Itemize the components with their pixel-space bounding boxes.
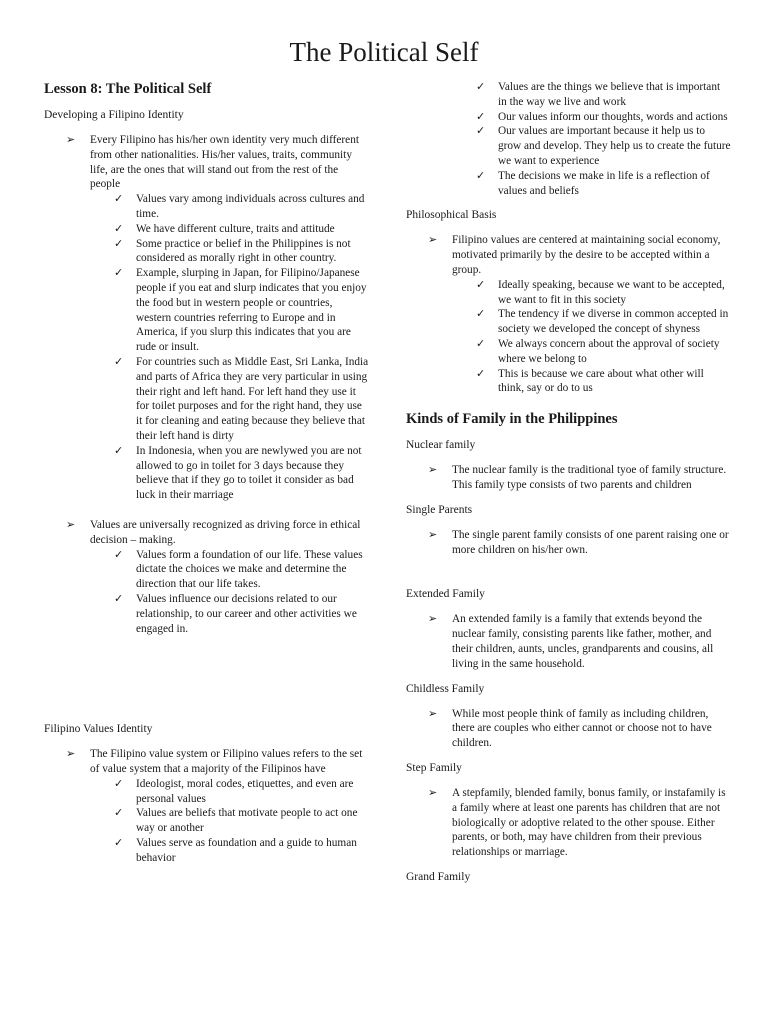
check-item: [44, 355, 369, 444]
page-title: The Political Self: [289, 37, 479, 67]
check-item: [406, 110, 731, 125]
checkmark-icon: ✓: [114, 548, 124, 561]
bullet-text: The single parent family consists of one parent raising one or more children on his/her own.: [452, 528, 729, 556]
check-text: Example, slurping in Japan, for Filipino/Japanese people if you eat and slurp indicates that you enjoy the food but in western people or countries, western countries referring to Europe and in America, if you slurp this indicates that you are rude or insult.: [136, 267, 367, 354]
check-list: [44, 777, 369, 866]
section-title-philosophical: Philosophical Basis: [406, 209, 497, 222]
check-item: [406, 169, 731, 199]
arrowhead-bullet-icon: ➢: [66, 518, 76, 531]
check-text: The decisions we make in life is a reflection of values and beliefs: [498, 169, 710, 197]
check-text: Values are beliefs that motivate people to act one way or another: [136, 807, 358, 835]
bullet-text: While most people think of family as including children, there are couples who either cannot or choose not to have children.: [452, 707, 712, 750]
checkmark-icon: ✓: [114, 777, 124, 790]
checkmark-icon: ✓: [114, 193, 124, 206]
arrow-bullet: [406, 786, 731, 860]
check-item: [44, 777, 369, 807]
arrow-bullet: [406, 233, 731, 277]
checkmark-icon: ✓: [114, 444, 124, 457]
check-item: [406, 278, 731, 308]
lesson-heading: Lesson 8: The Political Self: [44, 81, 212, 97]
check-item: [44, 222, 369, 237]
checkmark-icon: ✓: [476, 308, 486, 321]
check-list: [44, 548, 369, 637]
arrowhead-bullet-icon: ➢: [428, 707, 438, 720]
check-item: [44, 192, 369, 222]
bullet-text: Filipino values are centered at maintaining social economy, motivated primarily by the desire to be accepted within a group.: [452, 234, 721, 276]
check-text: Ideologist, moral codes, etiquettes, and even are personal values: [136, 777, 354, 805]
check-text: For countries such as Middle East, Sri Lanka, India and parts of Africa they are very particular in using their right and left hand. For left hand they use it for toilet purposes and for the right hand, they use it for cleaning and eating because they believe that their left hand is dirty: [136, 355, 369, 442]
check-item: [406, 367, 731, 397]
check-text: We have different culture, traits and attitude: [136, 222, 335, 235]
bullet-text: Values are universally recognized as driving force in ethical decision – making.: [90, 518, 361, 546]
check-text: The tendency if we diverse in common accepted in society we developed the concept of shyness: [498, 308, 729, 336]
checkmark-icon: ✓: [476, 169, 486, 182]
check-text: Values form a foundation of our life. These values dictate the choices we make and determine the direction that our life takes.: [136, 548, 363, 591]
bullet-text: The nuclear family is the traditional tyoe of family structure. This family type consists of two parents and children: [452, 464, 727, 491]
checkmark-icon: ✓: [114, 807, 124, 820]
family-title-grand: Grand Family: [406, 870, 471, 883]
checkmark-icon: ✓: [114, 837, 124, 850]
bullet-text: Every Filipino has his/her own identity very much different from other nationalities. His/her values, traits, community life, are the ones that will stand out from the rest of the people: [90, 134, 359, 191]
check-item: [44, 592, 369, 636]
arrow-bullet: [406, 463, 731, 493]
arrow-bullet: [44, 518, 369, 548]
checkmark-icon: ✓: [476, 278, 486, 291]
arrowhead-bullet-icon: ➢: [66, 134, 76, 146]
checkmark-icon: ✓: [114, 222, 124, 235]
check-list: [44, 192, 369, 503]
check-text: We always concern about the approval of society where we belong to: [498, 337, 720, 365]
check-list: [406, 80, 731, 198]
check-text: Our values are important because it help us to grow and develop. They help us to create the future we want to experience: [498, 125, 731, 167]
check-item: [44, 836, 369, 866]
check-item: [44, 548, 369, 592]
family-title-nuclear: Nuclear family: [406, 439, 476, 452]
check-item: [44, 806, 369, 836]
left-column: [44, 80, 369, 866]
section-title-identity: Developing a Filipino Identity: [44, 109, 184, 121]
right-column: [406, 80, 731, 895]
checkmark-icon: ✓: [114, 592, 124, 605]
check-text: Values serve as foundation and a guide to human behavior: [136, 837, 357, 864]
checkmark-icon: ✓: [476, 81, 486, 93]
arrowhead-bullet-icon: ➢: [428, 464, 438, 477]
arrowhead-bullet-icon: ➢: [428, 234, 438, 247]
family-title-single: Single Parents: [406, 503, 473, 516]
check-item: [406, 124, 731, 168]
arrowhead-bullet-icon: ➢: [428, 613, 438, 626]
kinds-heading: Kinds of Family in the Philippines: [406, 411, 618, 428]
check-text: Values influence our decisions related to our relationship, to our career and other activities we engaged in.: [136, 592, 357, 635]
checkmark-icon: ✓: [476, 125, 486, 138]
check-text: Our values inform our thoughts, words and actions: [498, 110, 728, 123]
arrowhead-bullet-icon: ➢: [428, 528, 438, 541]
family-title-extended: Extended Family: [406, 588, 485, 601]
bullet-text: A stepfamily, blended family, bonus family, or instafamily is a family where at least one parents has children that are not biologically or adoptive related to the other spouse. Either parents, or both, may have children from their previous relationships or marriage.: [452, 786, 726, 859]
arrow-bullet: [406, 707, 731, 751]
check-text: This is because we care about what other will think, say or do to us: [498, 367, 704, 395]
check-item: [406, 307, 731, 337]
checkmark-icon: ✓: [476, 337, 486, 350]
checkmark-icon: ✓: [114, 237, 124, 250]
checkmark-icon: ✓: [476, 367, 486, 380]
arrow-bullet: [406, 528, 731, 558]
check-text: Values vary among individuals across cultures and time.: [136, 193, 365, 220]
family-title-step: Step Family: [406, 761, 462, 774]
arrow-bullet: [406, 612, 731, 671]
checkmark-icon: ✓: [114, 355, 124, 368]
check-text: Ideally speaking, because we want to be accepted, we want to fit in this society: [498, 278, 725, 306]
arrow-bullet: [44, 133, 369, 192]
arrowhead-bullet-icon: ➢: [66, 748, 76, 761]
family-title-childless: Childless Family: [406, 682, 485, 695]
check-item: [44, 444, 369, 503]
check-item: [406, 337, 731, 367]
check-list: [406, 278, 731, 396]
check-text: Values are the things we believe that is important in the way we live and work: [498, 81, 721, 108]
check-item: [44, 237, 369, 267]
check-item: [44, 266, 369, 355]
checkmark-icon: ✓: [476, 110, 486, 123]
checkmark-icon: ✓: [114, 267, 124, 280]
check-text: Some practice or belief in the Philippines is not considered as morally right in other country.: [136, 237, 351, 265]
bullet-text: The Filipino value system or Filipino values refers to the set of value system that a majority of the Filipinos have: [90, 748, 363, 776]
bullet-text: An extended family is a family that extends beyond the nuclear family, consisting parents like father, mother, and their children, aunts, uncles, grandparents and cousins, all living in the same household.: [452, 613, 714, 670]
check-item: [406, 80, 731, 110]
arrow-bullet: [44, 747, 369, 777]
section-title-values-identity: Filipino Values Identity: [44, 723, 153, 736]
arrowhead-bullet-icon: ➢: [428, 786, 438, 799]
check-text: In Indonesia, when you are newlywed you are not allowed to go in toilet for 3 days because they believe that if they go to toilet it consider as bad luck in their marriage: [136, 444, 362, 502]
